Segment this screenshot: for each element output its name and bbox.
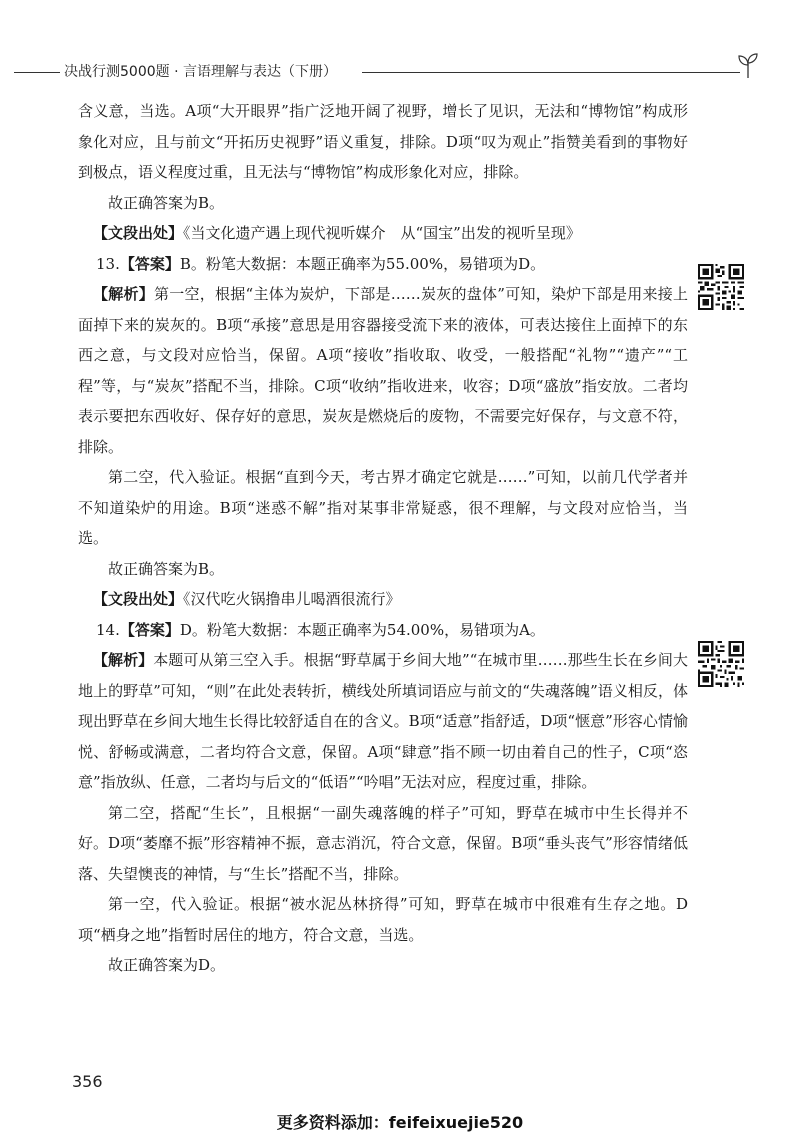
answer-tag: 【答案】 <box>119 254 180 273</box>
source-tag: 【文段出处】 <box>93 590 184 608</box>
paragraph: 第二空，代入验证。根据“直到今天，考古界才确定它就是……”可知，以前几代学者并不知道染炉的用途。B项“迷惑不解”指对某事非常疑惑，很不理解，与文段对应恰当，当选。 <box>78 468 688 547</box>
answer-conclusion: 故正确答案为B。 <box>108 193 225 212</box>
answer-tag: 【答案】 <box>119 620 180 639</box>
header-rule-right <box>362 72 740 73</box>
source-text: 《当文化遗产遇上现代视听媒介 从“国宝”出发的视听呈现》 <box>183 224 581 242</box>
paragraph: 第一空，代入验证。根据“被水泥丛林挤得”可知，野草在城市中很难有生存之地。D项“栖身之地”指暂时居住的地方，符合文意，当选。 <box>78 895 688 944</box>
qr-code-icon <box>698 264 744 310</box>
source-citation <box>78 218 688 249</box>
sprout-icon <box>736 50 760 80</box>
analysis-text: 本题可从第三空入手。根据“野草属于乡间大地”“在城市里……那些生长在乡间大地上的野草”可知，“则”在此处表转折，横线处所填词语应与前文的“失魂落魄”语义相反，体现出野草在乡间大地生长得比较舒适自在的含义。B项“适意”指舒适，D项“惬意”形容心情愉悦、舒畅或满意，二者均符合文意，保留。A项“肆意”指不顾一切由着自己的性子，C项“恣意”指放纵、任意，二者均与后文的“低语”“吟唱”无法对应，程度过重，排除。 <box>78 651 688 791</box>
question-answer <box>78 615 688 646</box>
analysis-tag: 【解析】 <box>93 285 155 303</box>
running-header <box>14 62 754 84</box>
header-rule-left <box>14 72 60 73</box>
qr-code-icon <box>698 641 744 687</box>
question-number: 13. <box>96 254 120 273</box>
analysis-text: 第一空，根据“主体为炭炉，下部是……炭灰的盘体”可知，染炉下部是用来接上面掉下来的炭灰的。B项“承接”意思是用容器接受流下来的液体，可表达接住上面掉下的东西之意，与文段对应恰当，保留。A项“接收”指收取、收受，一般搭配“礼物”“遗产”“工程”等，与“炭灰”搭配不当，排除。C项“收纳”指收进来，收容；D项“盛放”指安放。二者均表示要把东西收好、保存好的意思，炭灰是燃烧后的废物，不需要完好保存，与文意不符，排除。 <box>78 285 688 456</box>
analysis-tag: 【解析】 <box>93 651 154 669</box>
paragraph: 含义意，当选。A项“大开眼界”指广泛地开阔了视野，增长了见识，无法和“博物馆”构成形象化对应，且与前文“开拓历史视野”语义重复，排除。D项“叹为观止”指赞美看到的事物好到极点，语义程度过重，且无法与“博物馆”构成形象化对应，排除。 <box>78 102 688 181</box>
question-number: 14. <box>96 620 120 639</box>
source-text: 《汉代吃火锅撸串儿喝酒很流行》 <box>183 590 401 608</box>
paragraph: 第二空，搭配“生长”，且根据“一副失魂落魄的样子”可知，野草在城市中生长得并不好。D项“萎靡不振”形容精神不振，意志消沉，符合文意，保留。B项“垂头丧气”形容情绪低落、失望懊丧的神情，与“生长”搭配不当，排除。 <box>78 803 688 883</box>
page-content <box>78 96 688 981</box>
question-answer <box>78 249 688 280</box>
page-number: 356 <box>72 1072 103 1091</box>
footer-note: 更多资料添加：feifeixuejie520 <box>276 1113 524 1132</box>
source-citation <box>78 584 688 615</box>
answer-text: D。粉笔大数据：本题正确率为54.00%，易错项为A。 <box>179 620 545 639</box>
analysis-paragraph <box>78 279 688 462</box>
source-tag: 【文段出处】 <box>93 224 184 242</box>
header-title: 决战行测5000题 · 言语理解与表达（下册） <box>64 64 337 80</box>
analysis-paragraph <box>78 645 688 798</box>
answer-conclusion: 故正确答案为D。 <box>108 956 226 974</box>
answer-conclusion: 故正确答案为B。 <box>108 559 225 578</box>
answer-text: B。粉笔大数据：本题正确率为55.00%，易错项为D。 <box>179 254 546 273</box>
